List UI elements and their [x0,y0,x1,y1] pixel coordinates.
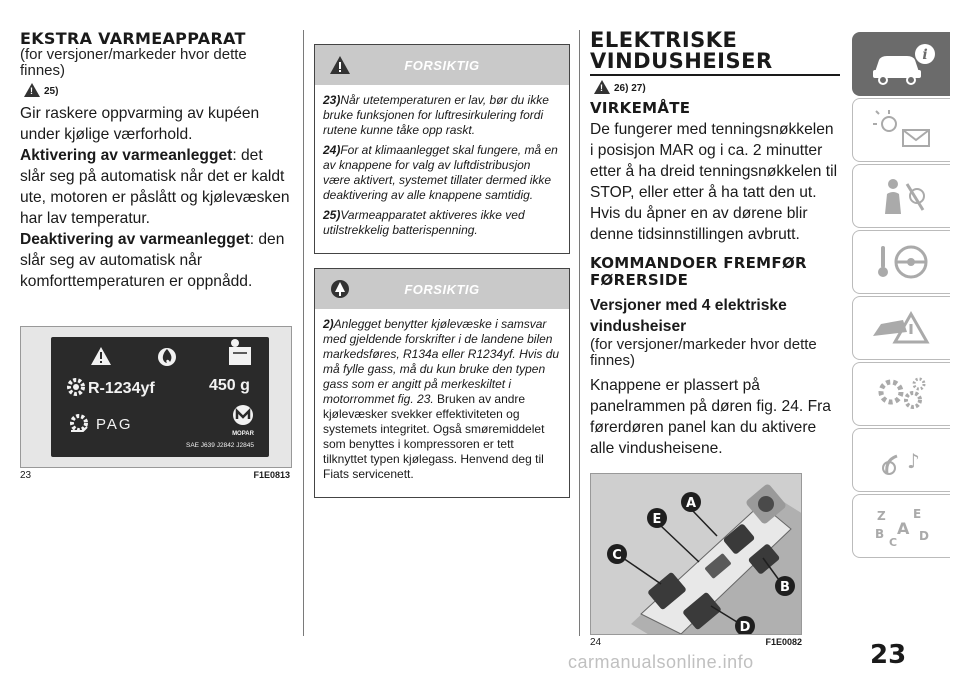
caution-title: FORSIKTIG [404,281,480,297]
caution-item-25: 25)Varmeapparatet aktiveres ikke ved utilstrekkelig batterispenning. [323,208,525,237]
page-number: 23 [870,640,907,670]
heater-deactivation: Deaktivering av varmeanlegget: den slår seg av automatisk når komforttemperaturen er oppnådd. [20,231,285,290]
svg-text:i: i [921,47,928,63]
watermark: carmanualsonline.info [568,652,754,672]
callout-a [681,492,701,512]
svg-text:E: E [652,512,662,527]
tab-vehicle-info[interactable] [852,32,950,96]
figure-24 [590,473,802,635]
safety-airbag-icon [867,174,937,218]
svg-text:SAE J639 J2842 J2845: SAE J639 J2842 J2845 [186,442,254,449]
heater-subheading: (for versjoner/markeder hvor dette finnes) [20,46,247,79]
column-heater [20,30,290,481]
svg-text:D: D [918,529,929,543]
svg-text:E: E [912,507,921,521]
dashboard-lights-icon [867,108,937,152]
svg-text:A: A [896,519,909,538]
windows-ref: ! 26) 27) [594,80,840,94]
caution-item-2: 2)Anlegget benytter kjølevæske i samsvar med gjeldende forskrifter i de landene bilen markedsføres, R134a eller R1234yf. Hvis du må fylle gass, må du kun bruke den typen gass som er angitt på merkeskiltet i motorrommet fig. 23. Bruken av andre kjølevæsker svekker effektiviteten og systemets integritet. Også smøremiddelet som benyttes i kompressoren er tett tilknyttet typen kjølegass. Henvend deg til Fiats servicenett. [323,317,560,481]
figure-23 [20,326,292,468]
svg-text:Z: Z [876,509,886,523]
alphabet-index-icon [867,504,937,548]
accident-icon [867,306,937,350]
svg-text:♪: ♪ [906,449,920,473]
caution-item-23: 23)Når utetemperaturen er lav, bør du ikke bruke funksjonen for luftresirkulering fordi rutene kunne tåke opp raskt. [323,93,549,137]
tab-starting-driving[interactable] [852,230,950,294]
column-windows [590,30,840,648]
caution-box-1 [314,44,570,254]
column-caution [314,44,570,510]
flame-icon [158,348,176,366]
tab-index[interactable] [852,494,950,558]
heater-heading: EKSTRA VARMEAPPARAT [20,29,246,48]
operation-text: De fungerer med tenningsnøkkelen i posisjon MAR og i ca. 2 minutter etter å ha dreid tenningsnøkkelen til STOP, eller etter å ha tatt den ut. Hvis du åpner en av dørene blir denne tidsinnstillingen avbrutt. [590,121,838,243]
figure-23-caption: 23 F1E0813 [20,470,290,481]
caution-title: FORSIKTIG [404,57,480,73]
window-switch-panel-image [591,474,802,635]
svg-text:R-1234yf: R-1234yf [88,380,155,397]
section-front-controls-heading-line1: KOMMANDOER FREMFØR [590,254,807,272]
steering-wheel-icon [867,240,937,284]
svg-text:B: B [780,580,790,595]
maintenance-gears-icon [867,372,937,416]
svg-text:C: C [612,548,622,563]
figure-24-caption: 24 F1E0082 [590,637,802,648]
refrigerant-label-image [21,327,291,467]
callout-b [775,576,795,596]
heater-activation: Aktivering av varmeanlegget: det slår seg på automatisk når det er kaldt ute, motoren er påslått og kjølevæsken har lav temperatur. [20,147,290,227]
section-front-controls-heading-line2: FØRERSIDE [590,271,689,289]
column-divider [579,30,580,636]
versions-heading: Versjoner med 4 elektriske vindusheiser [590,297,787,335]
warning-triangle-icon: ! [594,80,610,94]
svg-text:A: A [685,496,697,511]
heater-ref: ! 25) [24,83,290,97]
svg-text:450 g: 450 g [209,377,250,394]
svg-text:MOPAR: MOPAR [232,431,254,437]
warning-triangle-icon: ! [24,83,40,97]
environment-tree-icon [329,279,351,299]
warning-triangle-icon [329,55,351,75]
callout-e [647,508,667,528]
heater-intro: Gir raskere oppvarming av kupéen under kjølige værforhold. [20,105,260,143]
tab-multimedia[interactable] [852,428,950,492]
tab-maintenance[interactable] [852,362,950,426]
svg-text:D: D [739,620,751,635]
windows-heading-line1: ELEKTRISKE [590,28,738,52]
caution-item-24: 24)For at klimaanlegget skal fungere, må en av knappene for valg av luftdistribusjon være aktivert, systemet tillater dermed ikke deaktivering av alle knappene samtidig. [323,143,558,202]
svg-text:C: C [888,536,897,548]
multimedia-icon [867,438,937,482]
versions-subheading: (for versjoner/markeder hvor dette finnes) [590,336,817,369]
chapter-tabs [852,32,950,560]
tab-emergency[interactable] [852,296,950,360]
windows-heading-line2: VINDUSHEISER [590,49,773,73]
car-info-icon [867,42,937,86]
tab-dashboard-lights[interactable] [852,98,950,162]
svg-text:PAG: PAG [96,416,133,433]
caution-box-2 [314,268,570,498]
section-operation-heading: VIRKEMÅTE [590,99,691,117]
buttons-location-text: Knappene er plassert på panelrammen på døren fig. 24. Fra førerdøren panel kan du aktivere alle vindusheisene. [590,377,831,457]
tab-safety[interactable] [852,164,950,228]
callout-c [607,544,627,564]
column-divider [303,30,304,636]
svg-text:B: B [874,527,884,541]
